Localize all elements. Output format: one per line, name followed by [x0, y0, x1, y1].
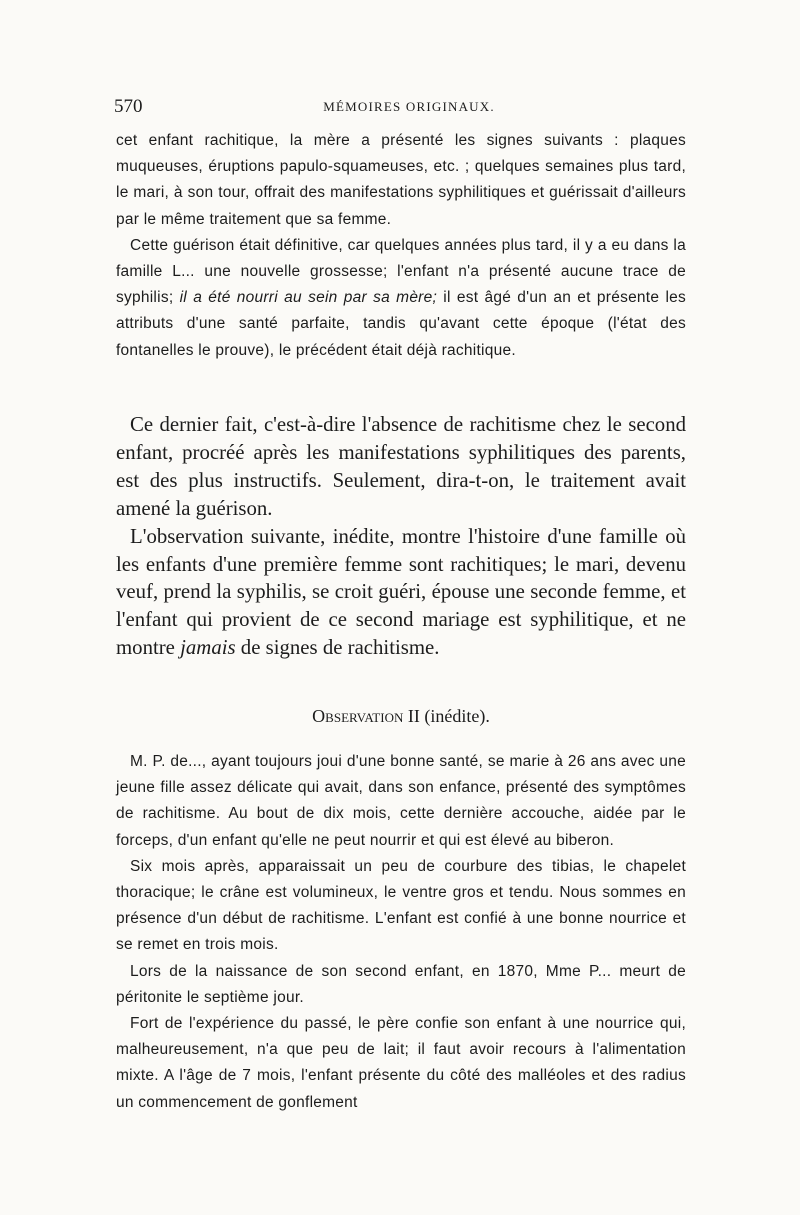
page-number: 570 — [114, 96, 143, 117]
paragraph: cet enfant rachitique, la mère a présenté les signes suivants : plaques muqueuses, éruptions papulo-squameuses, etc. ; quelques semaines plus tard, le mari, à son tour, offrait des manifestations syphilitiques et guérissait d'ailleurs par le même traitement que sa femme. — [116, 132, 686, 228]
paragraph-block-large — [116, 411, 686, 662]
italic-phrase: il a été nourri au sein par sa mère; — [179, 289, 438, 307]
paragraph: M. P. de..., ayant toujours joui d'une bonne santé, se marie à 26 ans avec une jeune fille assez délicate qui avait, dans son enfance, présenté des symptômes de rachitisme. Au bout de dix mois, cette dernière accouche, aidée par le forceps, d'un enfant qu'elle ne peut nourrir et qui est élevé au biberon. — [116, 753, 686, 849]
observation-title-rest: II (inédite). — [407, 706, 490, 726]
paragraph-text: de signes de rachitisme. — [240, 636, 440, 660]
paragraph: Lors de la naissance de son second enfant, en 1870, Mme P... meurt de péritonite le septième jour. — [116, 962, 686, 1006]
paragraph: Ce dernier fait, c'est-à-dire l'absence de rachitisme chez le second enfant, procréé après les manifestations syphilitiques des parents, est des plus instructifs. Seulement, dira-t-on, le traitement avait amené la guérison. — [116, 413, 686, 520]
paragraph-text: L'observation suivante, inédite, montre l'histoire d'une famille où les enfants d'une première femme sont rachitiques; le mari, devenu veuf, prend la syphilis, se croit guéri, épouse une seconde femme, et l'enfant qui provient de ce second mariage est syphilitique, et ne montre — [116, 524, 686, 660]
observation-title — [116, 706, 686, 727]
observation-title-smallcaps: Observation — [312, 706, 404, 726]
running-head: MÉMOIRES ORIGINAUX. — [323, 99, 495, 114]
italic-word: jamais — [180, 636, 236, 660]
paragraph — [116, 523, 686, 663]
paragraph-text: Cette guérison était définitive, car quelques années plus tard, il y a eu dans la famille L... une nouvelle grossesse; l'enfant n'a présenté aucune trace de syphilis; — [116, 236, 686, 307]
page-header — [114, 96, 704, 120]
paragraph-block-small-1 — [116, 128, 686, 364]
paragraph — [116, 233, 686, 364]
paragraph: Six mois après, apparaissait un peu de courbure des tibias, le chapelet thoracique; le crâne est volumineux, le ventre gros et tendu. Nous sommes en présence d'un début de rachitisme. L'enfant est confié à une bonne nourrice et se remet en trois mois. — [116, 857, 686, 954]
paragraph: Fort de l'expérience du passé, le père confie son enfant à une nourrice qui, malheureusement, n'a que peu de lait; il faut avoir recours à l'alimentation mixte. A l'âge de 7 mois, l'enfant présente du côté des malléoles et des radius un commencement de gonflement — [116, 1015, 686, 1111]
paragraph-text: il est âgé d'un an et présente les attributs d'une santé parfaite, tandis qu'avant cette époque (l'état des fontanelles le prouve), le précédent était déjà rachitique. — [116, 289, 687, 359]
paragraph-block-small-2 — [116, 749, 686, 1116]
